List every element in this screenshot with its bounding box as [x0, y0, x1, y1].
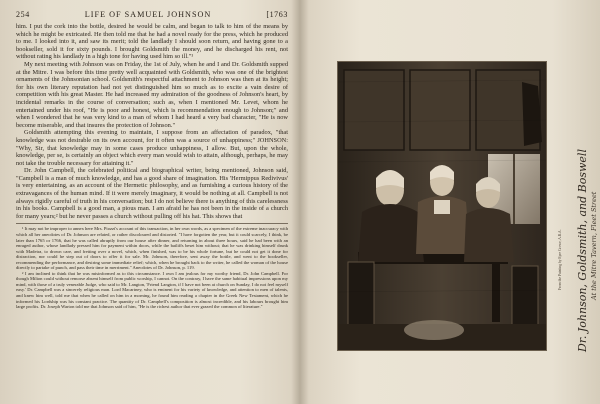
- right-page: [308, 0, 600, 404]
- footnotes: [16, 223, 288, 309]
- paragraph: My next meeting with Johnson was on Friday, the 1st of July, when he and I and Dr. Goldsmith supped at the Mitre. I was before this time pretty well acquainted with Goldsmith, who was one of the brightest ornaments of the Johnsonian school. Goldsmith's respectful attachment to Johnson was then at its height; for his own literary reputation had not yet distinguished him so much as to excite a vain desire of competition with his great Master. He had increased my admiration of the goodness of Johnson's heart, by incidental remarks in the course of conversation; such as, when I mentioned Mr. Levet, whom he entertained under his roof, "He is poor and honest, which is recommendation enough to Johnson;" and when I wondered that he was very kind to a man of whom I had heard a very bad character, "He is now become miserable, and that insures the protection of Johnson.": [16, 60, 288, 129]
- body-text: [16, 23, 288, 220]
- paragraph: Dr. John Campbell, the celebrated political and biographical writer, being mentioned, Johnson said, "Campbell is a man of much knowledge, and has a good share of imagination. His 'Hermippus Redivivus' is very entertaining, as an account of the Hermetic philosophy, and as furnishing a curious history of the extravagances of the human mind. If it were merely imaginary, it would be nothing at all. Campbell is not always rigidly careful of truth in his conversation; but I do not believe there is anything of this carelessness in his books. Campbell is a good man, a pious man. I am afraid he has not been in the inside of a church for many years;² but he never passes a church without pulling off his hat. This shows that: [16, 167, 289, 220]
- plate-caption-block: [552, 60, 600, 352]
- tavern-scene-illustration: [338, 62, 546, 350]
- paragraph: Goldsmith attempting this evening to maintain, I suppose from an affectation of paradox, "that knowledge was not desirable on its own account, for it often was a source of unhappiness;" JOHNSON: "Why, Sir, that knowledge may in some cases produce unhappiness, I allow. But, upon the whole, knowledge, per se, is certainly an object which every man would wish to attain, although, perhaps, he may not take the trouble necessary for attaining it.": [16, 129, 288, 167]
- plate-credit: From the Painting by Eyre Crowe, A.R.A.: [558, 229, 562, 290]
- engraving-plate: [338, 62, 546, 350]
- paragraph: him. I put the cork into the bottle, desired he would be calm, and began to talk to him of the means by which he might be extricated. He then told me that he had a novel ready for the press, which he produced to me. I looked into it, and saw its merit; told the landlady I should soon return, and having gone to a bookseller, sold it for sixty pounds. I brought Goldsmith the money, and he discharged his rent, not without rating his landlady in a high tone for having used him so ill."¹: [16, 23, 288, 61]
- left-page: [16, 10, 288, 398]
- footnote: ² I am inclined to think that he was misinformed as to this circumstance. I own I am jealous for my worthy friend, Dr. John Campbell. For though Milton could without remorse absent himself from public worship, I cannot. On the contrary, I have the same habitual impressions upon my mind, with those of a truly venerable Judge, who said to Mr. Langton, 'Friend Langton, if I have not been at church on Sunday, I do not feel myself easy.' Dr. Campbell was a sincerely religious man. Lord Macartney, who is eminent for his variety of knowledge, and attention to men of talents, and knew him well, told me that when he called on him in a morning, he found him reading a chapter in the Greek New Testament, which he informed his Lordship was his constant practice. The quantity of Dr. Campbell's composition is almost incredible, and his labours brought him large profits. Dr. Joseph Warton told me that Johnson said of him, "He is the richest author that ever grazed the common of literature.": [16, 270, 288, 310]
- running-year: [1763: [266, 10, 288, 19]
- plate-caption: Dr. Johnson, Goldsmith, and Boswell: [576, 149, 589, 352]
- plate-subcaption: At the Mitre Tavern, Fleet Street: [590, 191, 598, 300]
- page-number: 254: [16, 10, 30, 19]
- running-head: [16, 10, 288, 19]
- running-title: LIFE OF SAMUEL JOHNSON: [84, 10, 212, 19]
- footnote: ¹ It may not be improper to annex here Mrs. Piozzi's account of this transaction, in her own words, as a specimen of the extreme inaccuracy with which all her anecdotes of Dr. Johnson are related, or rather discoloured and distorted. "I have forgotten the year, but it could scarcely, I think, be later than 1765 or 1766, that he was called abruptly from our house after dinner, and returning in about three hours, said he had been with an enraged author, whose landlady pressed him for payment within doors, while the bailiffs beset him without; that he was drinking himself drunk with Madeira, to drown care, and fretting over a novel, which, when finished, was to be his whole fortune, but he could not get it done for distraction, nor could he step out of doors to offer it for sale. Mr. Johnson, therefore, sent away the bottle, and went to the bookseller, recommending the performance, and desiring some immediate relief; which, when he brought back to the writer, he called the woman of the house directly to partake of punch, and pass their time in merriment." Anecdotes of Dr. Johnson, p. 119.: [16, 226, 288, 271]
